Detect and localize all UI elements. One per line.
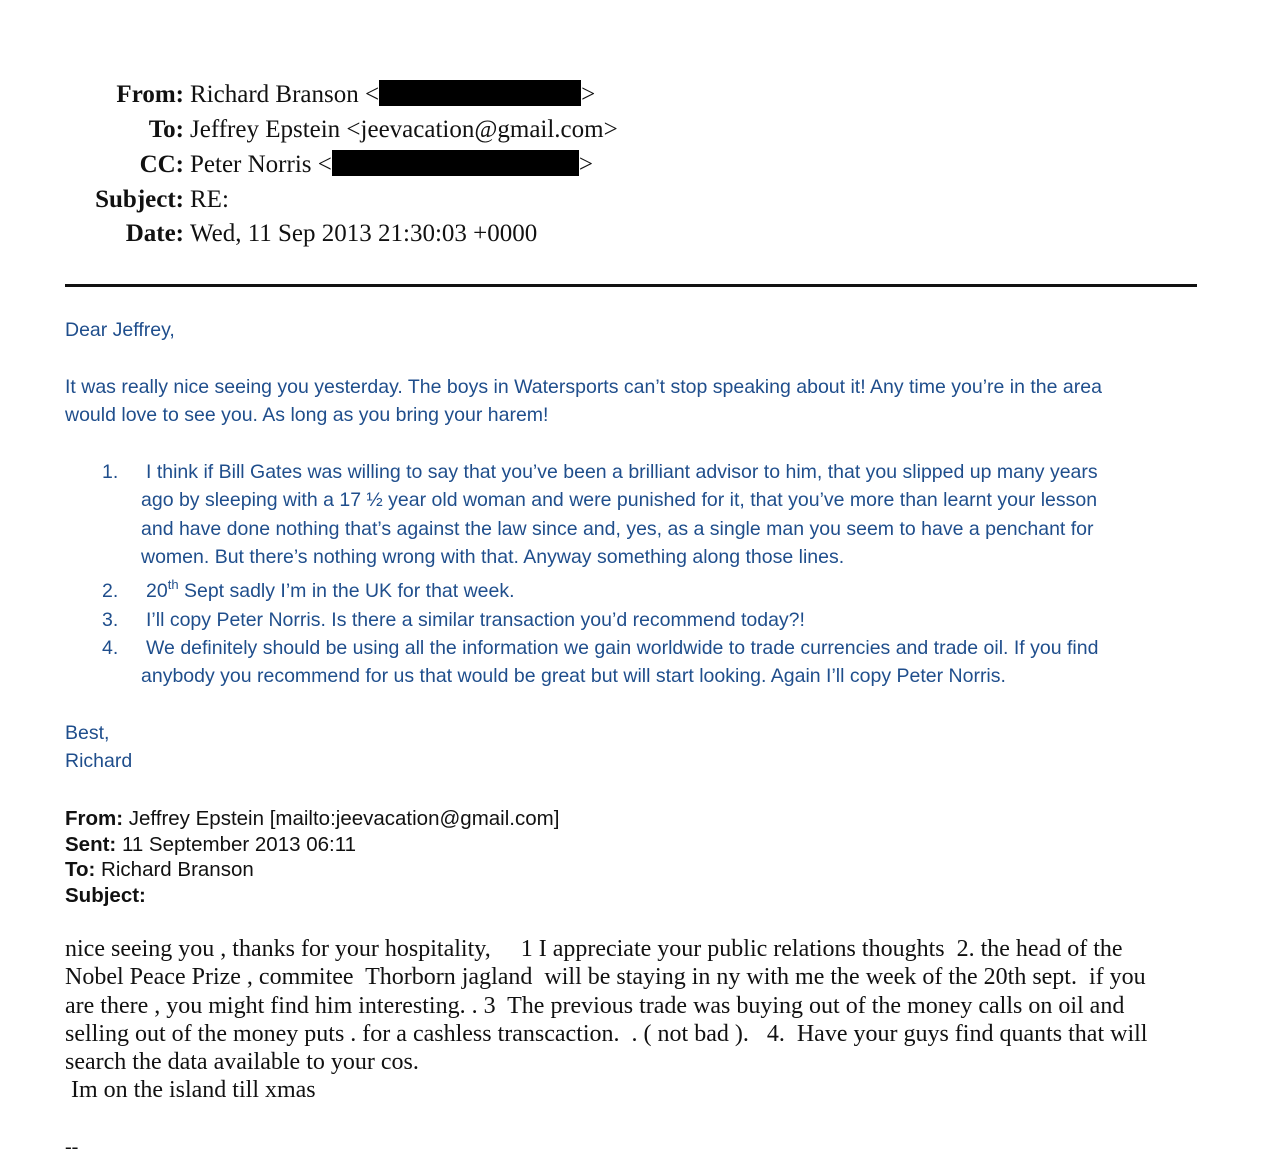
header-subject-row <box>0 183 1272 217</box>
forwarded-from-value: Jeffrey Epstein [mailto:jeevacation@gmail.com] <box>123 807 560 830</box>
header-to-value: Jeffrey Epstein <jeevacation@gmail.com> <box>190 116 618 143</box>
list-item-number: 2. <box>102 580 119 602</box>
reply-signoff: Best, <box>65 722 110 744</box>
forwarded-to-label: To: <box>65 858 96 881</box>
list-item-line: anybody you recommend for us that would be great but will start looking. Again I’ll copy Peter Norris. <box>141 665 1006 688</box>
forwarded-sent-value: 11 September 2013 06:11 <box>116 832 356 856</box>
body-line: are there , you might find him interesting. . 3 The previous trade was buying out of the money calls on oil and <box>65 992 1125 1019</box>
header-cc-row <box>0 148 1272 182</box>
reply-greeting: Dear Jeffrey, <box>65 319 175 341</box>
forwarded-sent-row <box>65 832 559 858</box>
header-to-label: To: <box>148 116 184 143</box>
header-date-row <box>0 217 1272 251</box>
reply-intro <box>65 373 1225 430</box>
header-subject-label: Subject: <box>95 186 184 213</box>
forwarded-from-label: From: <box>65 807 124 830</box>
header-cc-close: > <box>578 151 593 178</box>
list-item-number: 4. <box>102 637 119 659</box>
forwarded-sent-label: Sent: <box>65 832 117 856</box>
list-item-line: I think if Bill Gates was willing to say that you’ve been a brilliant advisor to him, that you slipped up many years <box>146 461 1098 483</box>
header-divider <box>65 284 1197 287</box>
reply-intro-line: It was really nice seeing you yesterday. The boys in Watersports can’t stop speaking about it! Any time you’re in the area <box>65 376 1102 398</box>
body-line: selling out of the money puts . for a cashless transcaction. . ( not bad ). 4. Have your guys find quants that will <box>65 1020 1148 1047</box>
header-from-row <box>0 78 1272 112</box>
list-item-number: 1. <box>102 461 119 483</box>
header-from-label: From: <box>116 81 184 108</box>
forwarded-to-value: Richard Branson <box>95 858 254 881</box>
original-message-body <box>65 935 1210 1105</box>
list-item-text: Sept sadly I’m in the UK for that week. <box>178 580 515 602</box>
header-from-close: > <box>581 81 596 108</box>
list-item-line: ago by sleeping with a 17 ½ year old woman and were punished for it, that you’ve more than learnt your lesson <box>141 489 1098 512</box>
forwarded-header <box>65 806 559 908</box>
body-line: nice seeing you , thanks for your hospitality, 1 I appreciate your public relations thoughts 2. the head of the <box>65 936 1123 962</box>
reply-signature: Richard <box>65 750 133 772</box>
redaction-bar <box>332 150 579 176</box>
body-line: search the data available to your cos. <box>65 1049 419 1076</box>
body-line: Nobel Peace Prize , commitee Thorborn jagland will be staying in ny with me the week of the 20th sept. if you <box>65 964 1146 991</box>
header-subject-value: RE: <box>190 186 229 213</box>
list-item-text: 20 <box>146 580 168 602</box>
list-item-number: 3. <box>102 609 119 631</box>
reply-intro-line: would love to see you. As long as you bring your harem! <box>65 404 549 427</box>
header-date-value: Wed, 11 Sep 2013 21:30:03 +0000 <box>190 220 538 247</box>
body-line: Im on the island till xmas <box>65 1077 316 1104</box>
header-cc-label: CC: <box>139 151 184 178</box>
list-item-line: women. But there’s nothing wrong with that. Anyway something along those lines. <box>141 546 845 569</box>
header-from-value: Richard Branson < <box>190 81 380 108</box>
list-item-line: and have done nothing that’s against the law since and, yes, as a single man you seem to have a penchant for <box>141 517 1094 540</box>
list-item-line: We definitely should be using all the information we gain worldwide to trade currencies and trade oil. If you find <box>146 637 1099 659</box>
forwarded-subject-label: Subject: <box>65 883 146 907</box>
redaction-bar <box>379 80 581 106</box>
list-item-line: I’ll copy Peter Norris. Is there a similar transaction you’d recommend today?! <box>146 609 805 631</box>
signature-separator: -- <box>65 1136 79 1158</box>
ordinal-suffix: th <box>167 577 179 592</box>
header-date-label: Date: <box>125 220 184 247</box>
forwarded-from-row <box>65 806 559 832</box>
header-to-row <box>0 113 1272 147</box>
header-cc-value: Peter Norris < <box>190 151 332 178</box>
forwarded-subject-row <box>65 883 559 909</box>
forwarded-to-row <box>65 857 559 883</box>
